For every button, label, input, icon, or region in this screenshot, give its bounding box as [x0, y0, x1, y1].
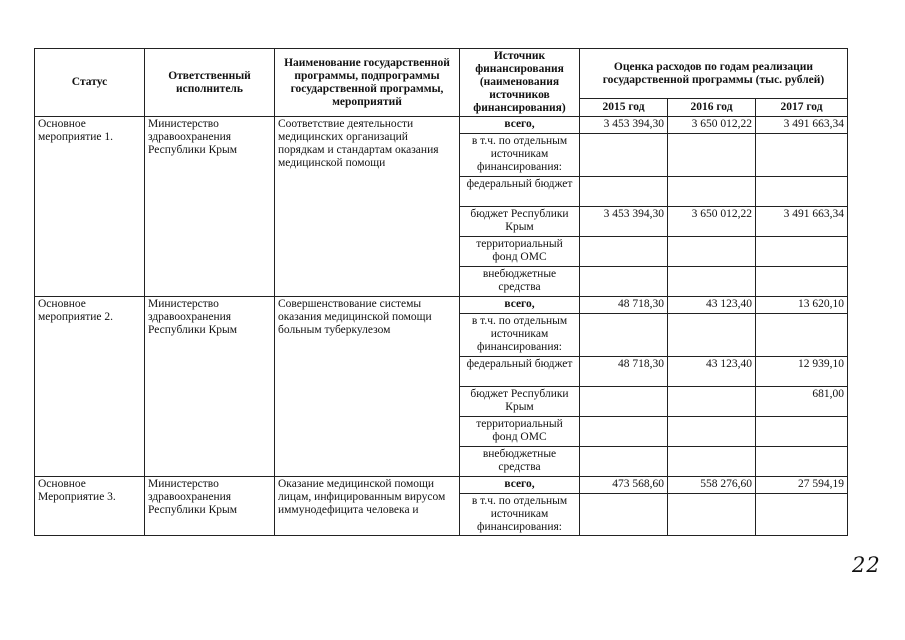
activity-2-extra-2016: [668, 447, 756, 477]
activity-2-federal-2017: 12 939,10: [756, 357, 848, 387]
source-federal: федеральный бюджет: [460, 177, 580, 207]
source-oms: территориальный фонд ОМС: [460, 237, 580, 267]
header-year-2017: 2017 год: [756, 99, 848, 117]
source-by-sources: в т.ч. по отдельным источникам финансирования:: [460, 134, 580, 177]
table-row: [35, 117, 848, 134]
activity-1-republic-2016: 3 650 012,22: [668, 207, 756, 237]
header-funding-source: Источник финансирования (наименования источников финансирования): [460, 49, 580, 117]
activity-1-executor: Министерство здравоохранения Республики Крым: [145, 117, 275, 297]
source-oms: территориальный фонд ОМС: [460, 417, 580, 447]
activity-1-oms-2016: [668, 237, 756, 267]
activity-2-republic-2016: [668, 387, 756, 417]
header-status: Статус: [35, 49, 145, 117]
activity-1-federal-2017: [756, 177, 848, 207]
source-republic: бюджет Республики Крым: [460, 207, 580, 237]
activity-1-federal-2015: [580, 177, 668, 207]
activity-1-federal-2016: [668, 177, 756, 207]
activity-3-executor: Министерство здравоохранения Республики Крым: [145, 477, 275, 536]
activity-2-oms-2017: [756, 417, 848, 447]
financing-table: [34, 48, 848, 536]
activity-1-oms-2015: [580, 237, 668, 267]
activity-2-status: Основное мероприятие 2.: [35, 297, 145, 477]
source-extra: внебюджетные средства: [460, 447, 580, 477]
activity-2-federal-2016: 43 123,40: [668, 357, 756, 387]
activity-1-extra-2015: [580, 267, 668, 297]
activity-2-republic-2015: [580, 387, 668, 417]
activity-1-total-2016: 3 650 012,22: [668, 117, 756, 134]
table-row: [35, 477, 848, 494]
source-total: всего,: [460, 297, 580, 314]
activity-2-total-2016: 43 123,40: [668, 297, 756, 314]
activity-1-name: Соответствие деятельности медицинских организаций порядкам и стандартам оказания медицинской помощи: [275, 117, 460, 297]
activity-2-republic-2017: 681,00: [756, 387, 848, 417]
activity-2-total-2017: 13 620,10: [756, 297, 848, 314]
source-by-sources: в т.ч. по отдельным источникам финансирования:: [460, 494, 580, 536]
activity-2-oms-2016: [668, 417, 756, 447]
activity-2-extra-2015: [580, 447, 668, 477]
activity-2-extra-2017: [756, 447, 848, 477]
activity-2-total-2015: 48 718,30: [580, 297, 668, 314]
activity-3-status: Основное Мероприятие 3.: [35, 477, 145, 536]
header-program-name: Наименование государственной программы, подпрограммы государственной программы, мероприятий: [275, 49, 460, 117]
header-year-2015: 2015 год: [580, 99, 668, 117]
table-row: [35, 297, 848, 314]
activity-2-executor: Министерство здравоохранения Республики Крым: [145, 297, 275, 477]
header-year-2016: 2016 год: [668, 99, 756, 117]
source-extra: внебюджетные средства: [460, 267, 580, 297]
activity-1-extra-2017: [756, 267, 848, 297]
activity-1-extra-2016: [668, 267, 756, 297]
activity-3-total-2017: 27 594,19: [756, 477, 848, 494]
header-expense-estimate: Оценка расходов по годам реализации государственной программы (тыс. рублей): [580, 49, 848, 99]
activity-1-total-2017: 3 491 663,34: [756, 117, 848, 134]
activity-1-republic-2015: 3 453 394,30: [580, 207, 668, 237]
header-executor: Ответственный исполнитель: [145, 49, 275, 117]
activity-2-name: Совершенствование системы оказания медицинской помощи больным туберкулезом: [275, 297, 460, 477]
source-total: всего,: [460, 117, 580, 134]
activity-1-republic-2017: 3 491 663,34: [756, 207, 848, 237]
page-number: 22: [852, 553, 881, 577]
activity-3-total-2016: 558 276,60: [668, 477, 756, 494]
activity-1-status: Основное мероприятие 1.: [35, 117, 145, 297]
activity-2-oms-2015: [580, 417, 668, 447]
source-by-sources: в т.ч. по отдельным источникам финансирования:: [460, 314, 580, 357]
activity-2-federal-2015: 48 718,30: [580, 357, 668, 387]
source-republic: бюджет Республики Крым: [460, 387, 580, 417]
activity-1-total-2015: 3 453 394,30: [580, 117, 668, 134]
activity-3-name: Оказание медицинской помощи лицам, инфицированным вирусом иммунодефицита человека и: [275, 477, 460, 536]
source-federal: федеральный бюджет: [460, 357, 580, 387]
activity-1-oms-2017: [756, 237, 848, 267]
source-total: всего,: [460, 477, 580, 494]
activity-3-total-2015: 473 568,60: [580, 477, 668, 494]
